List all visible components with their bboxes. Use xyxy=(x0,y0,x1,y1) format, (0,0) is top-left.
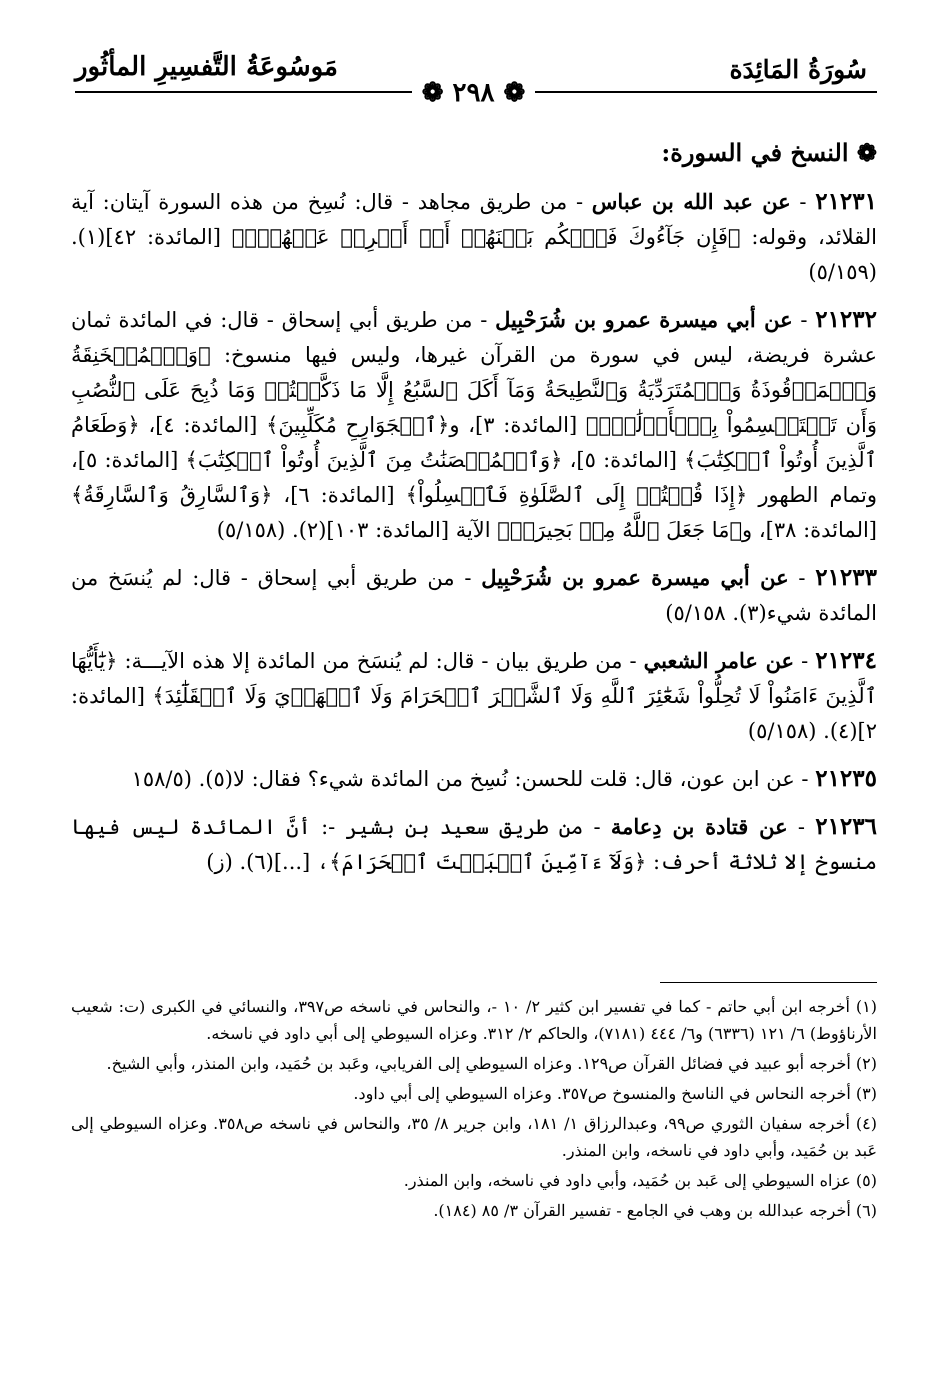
entry-text: - من طريق مجاهد - قال: نُسِخ من هذه السورة آيتان: آية القلائد، وقوله: ﴿فَإِن جَآءُوكَ فَٱحۡكُم بَيۡنَهُمۡ أَوۡ أَعۡرِضۡ عَنۡهُمۡۖ﴾ [المائدة: ٤٢](١). (٥/١٥٩) xyxy=(71,190,877,284)
narrator-name: عن أبي ميسرة عمرو بن شُرَحْبِيل xyxy=(495,307,793,332)
entry-text: - من طريق أبي إسحاق - قال: لم يُنسَخ من المائدة شيء(٣). ٥/١٥٨) xyxy=(71,566,877,625)
entry-number: ٢١٢٣٥ xyxy=(815,765,877,792)
footnote-separator xyxy=(660,982,877,983)
footnote: (٢) أخرجه أبو عبيد في فضائل القرآن ص١٢٩. وعزاه السيوطي إلى الفريابي، وعَبد بن حُمَيد، وابن المنذر، وأبي الشيخ. xyxy=(106,1054,877,1073)
entry-text: - عن ابن عون، قال: قلت للحسن: نُسِخ من المائدة شيء؟ فقال: لا(٥). (١٥٨/٥ xyxy=(131,767,809,791)
running-header-book-title: مَوسُوعَةُ التَّفسِيرِ المأثُور xyxy=(75,52,338,82)
footnote: (٣) أخرجه النحاس في الناسخ والمنسوخ ص٣٥٧. وعزاه السيوطي إلى أبي داود. xyxy=(353,1084,877,1103)
entry-number: ٢١٢٣٤ xyxy=(815,647,877,674)
footnote: (٥) عزاه السيوطي إلى عَبد بن حُمَيد، وأبي داود في ناسخه، وابن المنذر. xyxy=(403,1171,877,1190)
entry-text: - من طريق أبي إسحاق - قال: في المائدة ثمان عشرة فريضة، ليس في سورة من القرآن غيرها، وليس فيها منسوخ: ﴿وَٱلۡمُنۡخَنِقَةُ وَٱلۡمَوۡقُوذَةُ وَٱلۡمُتَرَدِّيَةُ وَٱلنَّطِيحَةُ وَمَآ أَكَلَ ٱلسَّبُعُ إِلَّا مَا ذَكَّيۡتُمۡ وَمَا ذُبِحَ عَلَى ٱلنُّصُبِ وَأَن تَسۡتَقۡسِمُواْ بِٱلۡأَزۡلَٰمِۚ﴾ [المائدة: ٣]، و﴿ٱلۡجَوَارِحِ مُكَلِّبِينَ﴾ [المائدة: ٤]، ﴿وَطَعَامُ ٱلَّذِينَ أُوتُواْ ٱلۡكِتَٰبَ﴾ [المائدة: ٥]، ﴿وَٱلۡمُحۡصَنَٰتُ مِنَ ٱلَّذِينَ أُوتُواْ ٱلۡكِتَٰبَ﴾ [المائدة: ٥]، وتمام الطهور ﴿إِذَا قُمۡتُمۡ إِلَى ٱلصَّلَوٰةِ فَٱغۡسِلُواْ﴾ [المائدة: ٦]، ﴿وَٱلسَّارِقُ وَٱلسَّارِقَةُ﴾ [المائدة: ٣٨]، و﴿مَا جَعَلَ ٱللَّهُ مِنۢ بَحِيرَةٖ﴾ الآية [المائدة: ١٠٣](٢). (٥/١٥٨) xyxy=(71,308,878,542)
entry xyxy=(71,761,877,797)
narrator-name: عن عبد الله بن عباس xyxy=(591,189,791,214)
entry-number: ٢١٢٣٦ xyxy=(815,813,877,840)
entry-number: ٢١٢٣٢ xyxy=(815,306,877,333)
entry: ٢١٢٣١ - عن عبد الله بن عباس - من طريق مجاهد - قال: نُسِخ من هذه السورة آيتان: آية القلائد، وقوله: ﴿فَإِن جَآءُوكَ فَٱحۡكُم بَيۡنَهُمۡ أَوۡ أَعۡرِضۡ عَنۡهُمۡۖ﴾ [المائدة: ٤٢](١). (٥/١٥٩) xyxy=(71,188,877,284)
entry-number: ٢١٢٣٣ xyxy=(815,564,877,591)
footnotes xyxy=(71,993,877,1227)
entry-text: - من طريق سعيد بن بشير -: أنَّ المائدة ليس فيها منسوخ إلا ثلاثة أحرف: ﴿وَلَآ ءَآمِّينَ ٱلۡبَيۡتَ ٱلۡحَرَامَ﴾، [...](٦). (ز) xyxy=(71,815,877,874)
section-title: ❁ النسخ في السورة: xyxy=(661,138,877,167)
entry: ٢١٢٣٦ - عن قتادة بن دِعامة - من طريق سعيد بن بشير -: أنَّ المائدة ليس فيها منسوخ إلا ثلاثة أحرف: ﴿وَلَآ ءَآمِّينَ ٱلۡبَيۡتَ ٱلۡحَرَامَ﴾، [...](٦). (ز) xyxy=(71,813,877,874)
footnote: (١) أخرجه ابن أبي حاتم - كما في تفسير ابن كثير ٢/ ١٠ -، والنحاس في ناسخه ص٣٩٧، والنسائي في الكبرى (ت: شعيب الأرناؤوط) ٦/ ١٢١ (٦٣٣٦) و٦/ ٤٤٤ (٧١٨١)، والحاكم ٢/ ٣١٢. وعزاه السيوطي إلى أبي داود في ناسخه. xyxy=(71,997,877,1043)
narrator-name: عن عامر الشعبي xyxy=(643,648,795,673)
page-number-row xyxy=(0,78,947,108)
entry: ٢١٢٣٣ - عن أبي ميسرة عمرو بن شُرَحْبِيل - من طريق أبي إسحاق - قال: لم يُنسَخ من المائدة شيء(٣). ٥/١٥٨) xyxy=(71,564,877,625)
page-number: ❁ ٢٩٨ ❁ xyxy=(412,78,536,108)
footnote: (٤) أخرجه سفيان الثوري ص٩٩، وعبدالرزاق ١/ ١٨١، وابن جرير ٨/ ٣٥، والنحاس في ناسخه ص٣٥٨. وعزاه السيوطي إلى عَبد بن حُمَيد، وأبي داود في ناسخه، وابن المنذر. xyxy=(71,1114,877,1160)
entry: ٢١٢٣٢ - عن أبي ميسرة عمرو بن شُرَحْبِيل - من طريق أبي إسحاق - قال: في المائدة ثمان عشرة فريضة، ليس في سورة من القرآن غيرها، وليس فيها منسوخ: ﴿وَٱلۡمُنۡخَنِقَةُ وَٱلۡمَوۡقُوذَةُ وَٱلۡمُتَرَدِّيَةُ وَٱلنَّطِيحَةُ وَمَآ أَكَلَ ٱلسَّبُعُ إِلَّا مَا ذَكَّيۡتُمۡ وَمَا ذُبِحَ عَلَى ٱلنُّصُبِ وَأَن تَسۡتَقۡسِمُواْ بِٱلۡأَزۡلَٰمِۚ﴾ [المائدة: ٣]، و﴿ٱلۡجَوَارِحِ مُكَلِّبِينَ﴾ [المائدة: ٤]، ﴿وَطَعَامُ ٱلَّذِينَ أُوتُواْ ٱلۡكِتَٰبَ﴾ [المائدة: ٥]، ﴿وَٱلۡمُحۡصَنَٰتُ مِنَ ٱلَّذِينَ أُوتُواْ ٱلۡكِتَٰبَ﴾ [المائدة: ٥]، وتمام الطهور ﴿إِذَا قُمۡتُمۡ إِلَى ٱلصَّلَوٰةِ فَٱغۡسِلُواْ﴾ [المائدة: ٦]، ﴿وَٱلسَّارِقُ وَٱلسَّارِقَةُ﴾ [المائدة: ٣٨]، و﴿مَا جَعَلَ ٱللَّهُ مِنۢ بَحِيرَةٖ﴾ الآية [المائدة: ١٠٣](٢). (٥/١٥٨) xyxy=(71,306,878,542)
narrator-name: عن أبي ميسرة عمرو بن شُرَحْبِيل xyxy=(481,565,789,590)
footnote: (٦) أخرجه عبدالله بن وهب في الجامع - تفسير القرآن ٣/ ٨٥ (١٨٤). xyxy=(433,1201,877,1220)
entry-number: ٢١٢٣١ xyxy=(815,188,877,215)
entry: ٢١٢٣٤ - عن عامر الشعبي - من طريق بيان - قال: لم يُنسَخ من المائدة إلا هذه الآيـــة: ﴿يَٰٓأَيُّهَا ٱلَّذِينَ ءَامَنُواْ لَا تُحِلُّواْ شَعَٰٓئِرَ ٱللَّهِ وَلَا ٱلشَّهۡرَ ٱلۡحَرَامَ وَلَا ٱلۡهَدۡيَ وَلَا ٱلۡقَلَٰٓئِدَ﴾ [المائدة: ٢](٤). (٥/١٥٨) xyxy=(71,647,877,743)
entry-text: - من طريق بيان - قال: لم يُنسَخ من المائدة إلا هذه الآيـــة: ﴿يَٰٓأَيُّهَا ٱلَّذِينَ ءَامَنُواْ لَا تُحِلُّواْ شَعَٰٓئِرَ ٱللَّهِ وَلَا ٱلشَّهۡرَ ٱلۡحَرَامَ وَلَا ٱلۡهَدۡيَ وَلَا ٱلۡقَلَٰٓئِدَ﴾ [المائدة: ٢](٤). (٥/١٥٨) xyxy=(71,649,877,743)
main-text xyxy=(71,135,877,892)
running-header-surah: سُورَةُ المَائِدَة xyxy=(729,55,867,84)
narrator-name: عن قتادة بن دِعامة xyxy=(610,814,788,839)
